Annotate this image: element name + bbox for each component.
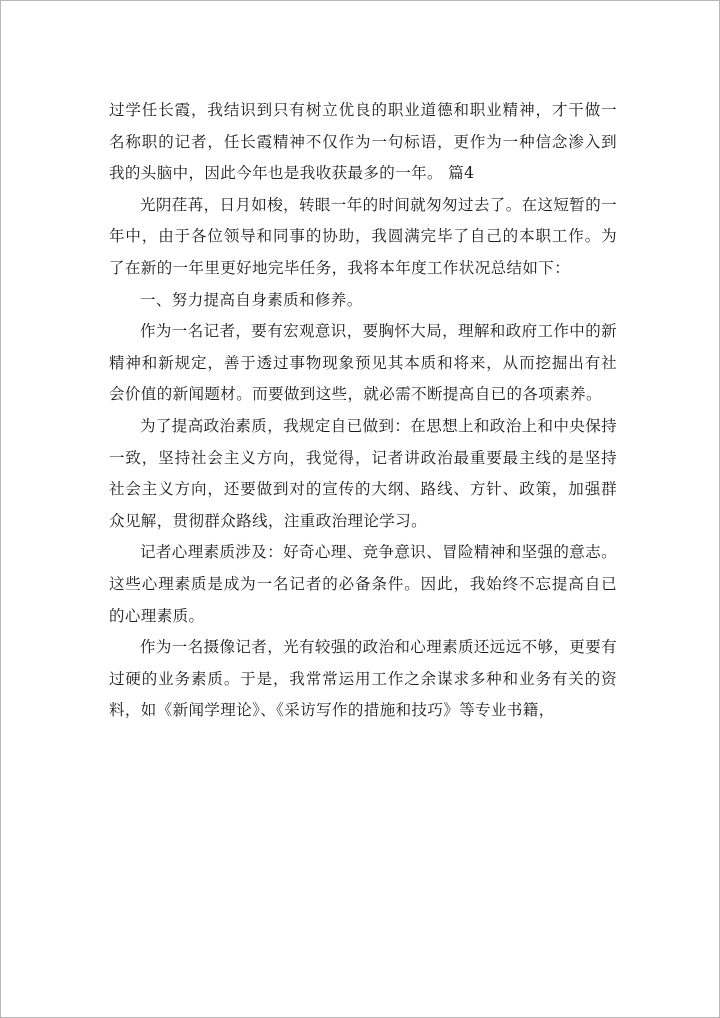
section-heading: 一、努力提高自身素质和修养。 — [140, 290, 363, 309]
paragraph: 作为一名记者，要有宏观意识，要胸怀大局，理解和政府工作中的新精神和新规定，善于透过事物现象预见其本质和将来，从而挖掘出有社会价值的新闻题材。而要做到这些，就必需不断提高自已的各项素养。 — [109, 322, 618, 404]
paragraph: 记者心理素质涉及：好奇心理、竞争意识、冒险精神和坚强的意志。这些心理素质是成为一名记者的必备条件。因此，我始终不忘提高自已的心理素质。 — [109, 543, 618, 625]
document-body — [109, 95, 617, 727]
paragraph-intro: 光阴荏苒，日月如梭，转眼一年的时间就匆匆过去了。在这短暂的一年中，由于各位领导和同事的协助，我圆满完毕了自己的本职工作。为了在新的一年里更好地完毕任务，我将本年度工作状况总结如下： — [109, 195, 618, 277]
paragraph-continued: 过学任长霞，我结识到只有树立优良的职业道德和职业精神，才干做一名称职的记者，任长霞精神不仅作为一句标语，更作为一种信念渗入到我的头脑中，因此今年也是我收获最多的一年。 篇4 — [109, 101, 617, 183]
paragraph: 为了提高政治素质，我规定自已做到：在思想上和政治上和中央保持一致，坚持社会主义方向，我觉得，记者讲政治最重要最主线的是坚持社会主义方向，还要做到对的宣传的大纲、路线、方针、政策，加强群众见解，贯彻群众路线，注重政治理论学习。 — [109, 416, 618, 530]
paragraph: 作为一名摄像记者，光有较强的政治和心理素质还远远不够，更要有过硬的业务素质。于是，我常常运用工作之余谋求多种和业务有关的资料，如《新闻学理论》、《采访写作的措施和技巧》等专业书籍， — [109, 638, 618, 720]
